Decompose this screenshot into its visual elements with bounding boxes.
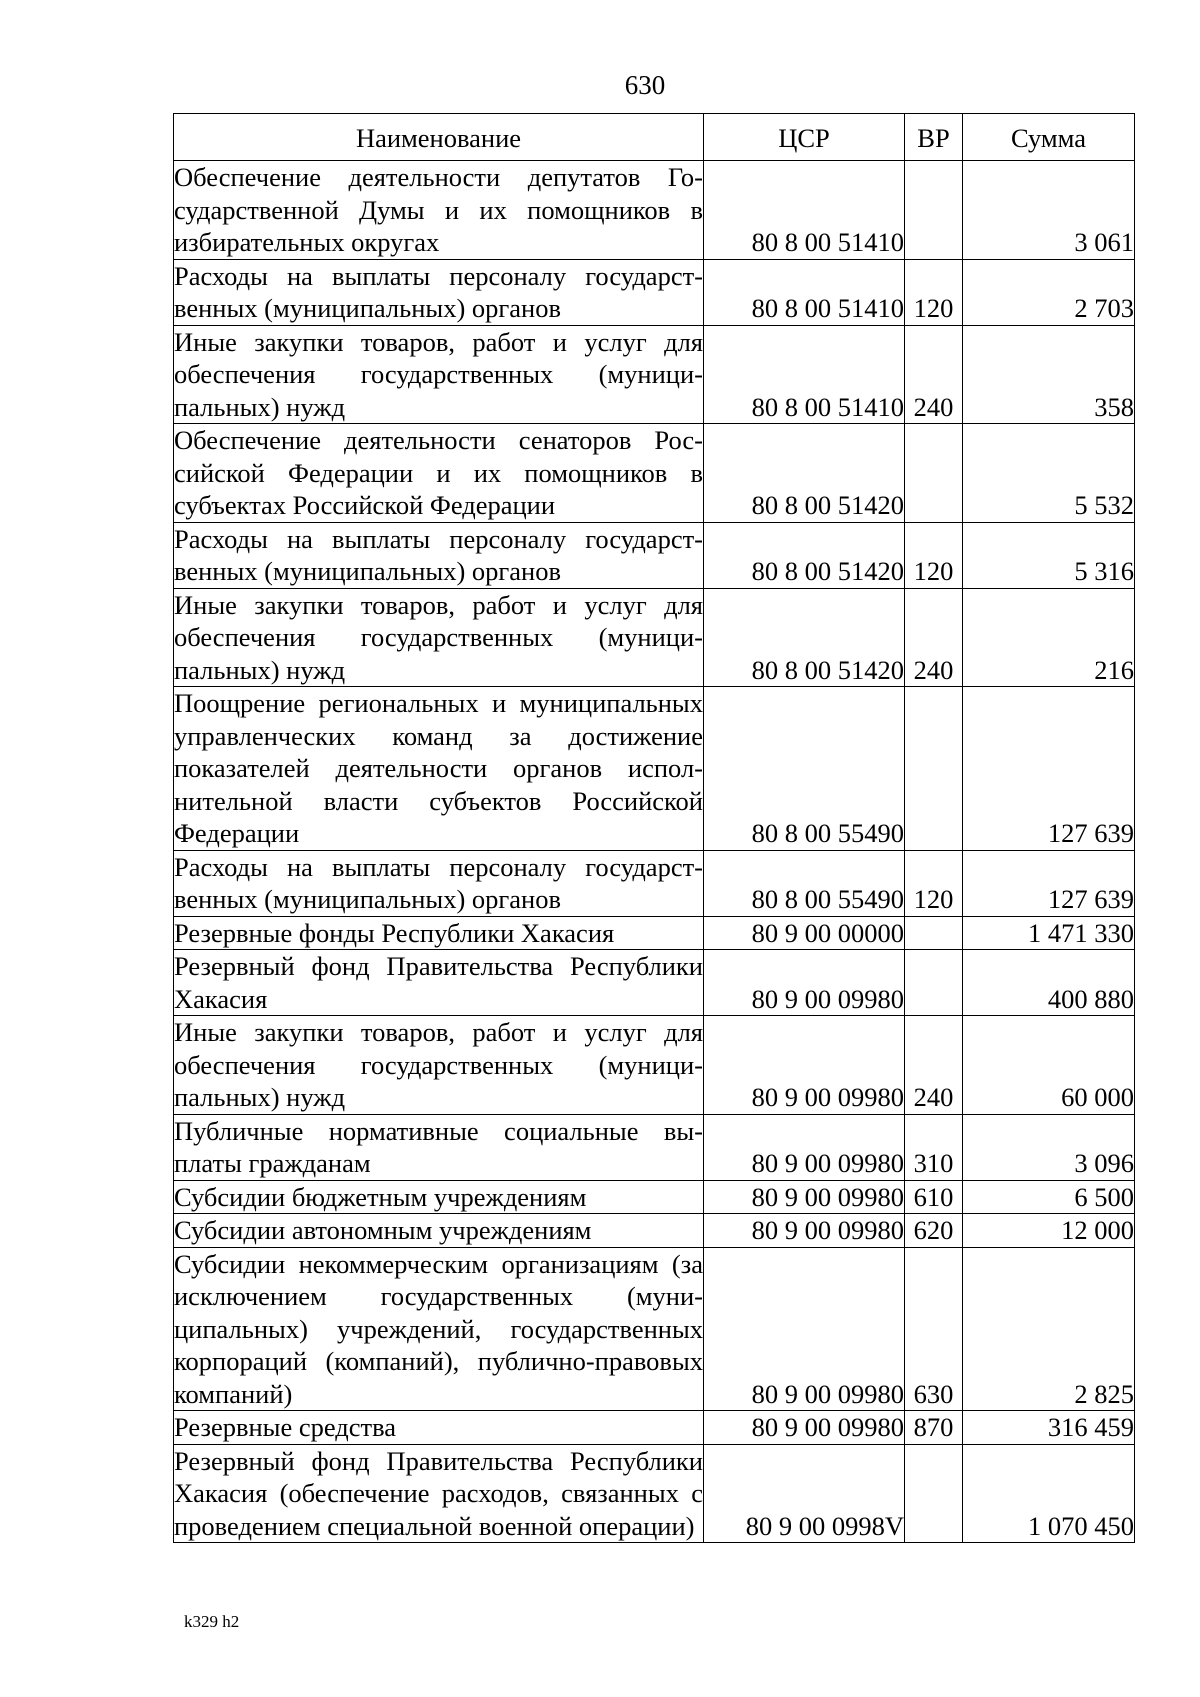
cell-csr: 80 8 00 51410 [704,161,905,260]
cell-sum: 127 639 [963,850,1135,916]
cell-name: Иные закупки товаров, работ и услуг для обеспечения государственных (муниципальных) нужд [174,326,703,422]
cell-sum: 216 [963,588,1135,687]
table-row [174,1016,1135,1115]
cell-name: Обеспечение деятельности депутатов Государственной Думы и их помощников в избирательных округах [174,162,703,257]
cell-sum: 316 459 [963,1411,1135,1445]
table-row [174,850,1135,916]
cell-vr [905,161,963,260]
cell-sum: 358 [963,325,1135,424]
table-row [174,950,1135,1016]
cell-name: Расходы на выплаты персоналу государственных (муниципальных) органов [174,523,703,586]
cell-vr: 870 [905,1411,963,1445]
cell-vr: 240 [905,325,963,424]
cell-csr: 80 9 00 09980 [704,950,905,1016]
header-csr: ЦСР [704,114,905,161]
cell-csr: 80 8 00 55490 [704,850,905,916]
cell-csr: 80 8 00 55490 [704,687,905,851]
cell-csr: 80 8 00 51420 [704,424,905,523]
cell-sum: 12 000 [963,1214,1135,1248]
table-row [174,1411,1135,1445]
cell-csr: 80 8 00 51410 [704,259,905,325]
cell-vr: 120 [905,522,963,588]
cell-name: Обеспечение деятельности сенаторов Российской Федерации и их помощников в субъектах Российской Федерации [174,425,703,520]
cell-sum: 3 096 [963,1114,1135,1180]
cell-name: Публичные нормативные социальные выплаты гражданам [174,1115,703,1178]
cell-csr: 80 9 00 0998V [704,1444,905,1543]
cell-csr: 80 9 00 09980 [704,1214,905,1248]
cell-sum: 6 500 [963,1180,1135,1214]
cell-sum: 1 070 450 [963,1444,1135,1543]
cell-vr [905,916,963,950]
cell-name: Иные закупки товаров, работ и услуг для обеспечения государственных (муниципальных) нужд [174,1017,703,1112]
cell-vr: 120 [905,259,963,325]
table-row [174,588,1135,687]
header-sum: Сумма [963,114,1135,161]
cell-csr: 80 8 00 51420 [704,522,905,588]
cell-sum: 1 471 330 [963,916,1135,950]
cell-csr: 80 8 00 51420 [704,588,905,687]
cell-sum: 127 639 [963,687,1135,851]
table-row [174,259,1135,325]
table-row [174,687,1135,851]
cell-name: Субсидии некоммерческим организациям (за исключением государственных (муниципальных) учреждений, государственных корпораций (компаний), публично-правовых компаний) [174,1248,703,1409]
cell-name: Резервный фонд Правительства Республики Хакасия [174,951,703,1014]
cell-vr [905,687,963,851]
table-header [174,114,1135,161]
cell-name: Поощрение региональных и муниципальных управленческих команд за достижение показателей деятельности органов исполнительной власти субъектов Российской Федерации [174,688,703,848]
cell-name: Расходы на выплаты персоналу государственных (муниципальных) органов [174,851,703,914]
cell-name: Расходы на выплаты персоналу государственных (муниципальных) органов [174,260,703,323]
cell-vr: 310 [905,1114,963,1180]
budget-table [173,113,1135,1543]
cell-vr: 620 [905,1214,963,1248]
cell-sum: 3 061 [963,161,1135,260]
table-row [174,1247,1135,1411]
cell-sum: 60 000 [963,1016,1135,1115]
cell-vr: 240 [905,1016,963,1115]
table-row [174,1180,1135,1214]
cell-vr: 630 [905,1247,963,1411]
cell-sum: 400 880 [963,950,1135,1016]
cell-vr: 240 [905,588,963,687]
cell-csr: 80 9 00 09980 [704,1016,905,1115]
table-body [174,161,1135,1543]
table-row [174,1444,1135,1543]
table-row [174,916,1135,950]
cell-name: Резервный фонд Правительства Республики Хакасия (обеспечение расходов, связанных с проведением специальной военной операции) [174,1445,703,1541]
cell-sum: 2 825 [963,1247,1135,1411]
cell-csr: 80 9 00 09980 [704,1411,905,1445]
cell-name: Иные закупки товаров, работ и услуг для обеспечения государственных (муниципальных) нужд [174,589,703,685]
cell-name: Резервные фонды Республики Хакасия [174,916,704,950]
cell-name: Субсидии автономным учреждениям [174,1214,704,1248]
page-number: 630 [624,70,666,100]
cell-name: Субсидии бюджетным учреждениям [174,1180,704,1214]
header-vr: ВР [905,114,963,161]
footer-code: k329 h2 [184,1612,240,1631]
cell-csr: 80 9 00 09980 [704,1180,905,1214]
cell-vr [905,950,963,1016]
cell-vr [905,424,963,523]
cell-sum: 2 703 [963,259,1135,325]
table-row [174,325,1135,424]
cell-vr: 120 [905,850,963,916]
cell-csr: 80 9 00 09980 [704,1114,905,1180]
cell-csr: 80 9 00 09980 [704,1247,905,1411]
table-row [174,522,1135,588]
cell-vr: 610 [905,1180,963,1214]
cell-name: Резервные средства [174,1411,704,1445]
header-name: Наименование [174,114,704,161]
table-row [174,424,1135,523]
header-row [174,114,1135,161]
cell-csr: 80 9 00 00000 [704,916,905,950]
table-row [174,1214,1135,1248]
table-row [174,161,1135,260]
table-row [174,1114,1135,1180]
cell-sum: 5 532 [963,424,1135,523]
cell-csr: 80 8 00 51410 [704,325,905,424]
cell-vr [905,1444,963,1543]
cell-sum: 5 316 [963,522,1135,588]
